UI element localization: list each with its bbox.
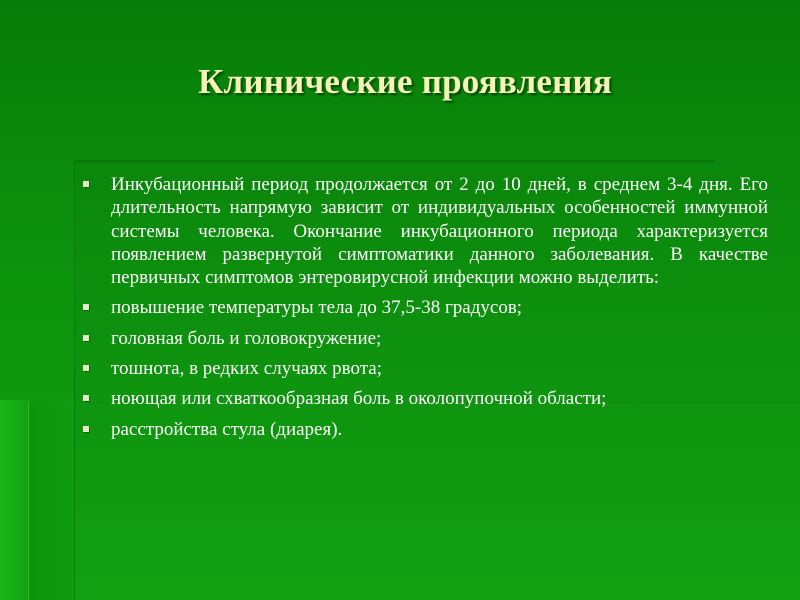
list-item — [80, 357, 768, 380]
list-item — [80, 327, 768, 350]
list-item — [80, 418, 768, 441]
list-item — [80, 296, 768, 319]
square-bullet-icon — [83, 335, 89, 341]
square-bullet-icon — [83, 426, 89, 432]
square-bullet-icon — [83, 304, 89, 310]
square-bullet-icon — [83, 181, 89, 187]
list-item-text: расстройства стула (диарея). — [111, 418, 343, 440]
list-item-text: повышение температуры тела до 37,5-38 градусов; — [111, 297, 523, 319]
square-bullet-icon — [83, 365, 89, 371]
square-bullet-icon — [83, 395, 89, 401]
decorative-divider — [74, 160, 714, 163]
list-item-text: ноющая или схваткообразная боль в околопупочной области; — [111, 388, 607, 410]
slide-title: Клинические проявления — [197, 62, 613, 101]
bullet-list — [80, 173, 768, 448]
decorative-stripe — [28, 402, 74, 600]
decorative-stripe — [0, 400, 30, 600]
list-item-text: Инкубационный период продолжается от 2 до 10 дней, в среднем 3-4 дня. Его длительность напрямую зависит от индивидуальных особенностей иммунной системы человека. Окончание инкубационного периода характеризуется появлением развернутой симптоматики данного заболевания. В качестве первичных симптомов энтеровирусной инфекции можно выделить: — [111, 174, 768, 289]
list-item-text: головная боль и головокружение; — [111, 327, 382, 349]
list-item-text: тошнота, в редких случаях рвота; — [111, 358, 383, 380]
list-item — [80, 173, 768, 289]
list-item — [80, 387, 768, 410]
